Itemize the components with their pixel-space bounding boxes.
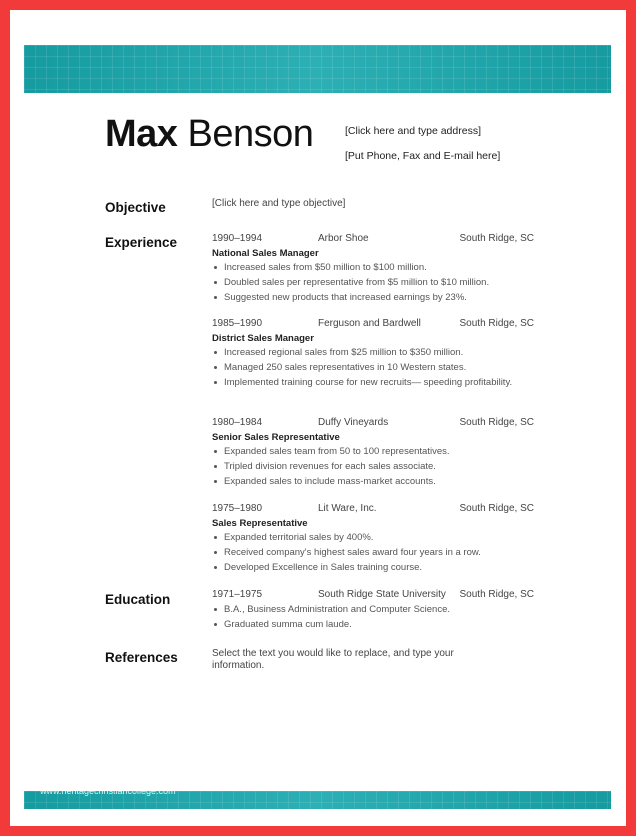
first-name: Max xyxy=(105,113,178,155)
job-bullet: Implemented training course for new recruits— speeding profitability. xyxy=(212,377,534,389)
job-entry xyxy=(212,417,534,491)
education-bullet: B.A., Business Administration and Computer Science. xyxy=(212,604,534,616)
job-bullet: Increased sales from $50 million to $100 million. xyxy=(212,262,534,274)
job-bullets xyxy=(212,262,534,304)
education-location: South Ridge, SC xyxy=(459,589,534,600)
job-position: Sales Representative xyxy=(212,518,308,529)
job-bullets xyxy=(212,347,534,389)
job-entry xyxy=(212,503,534,577)
job-dates: 1985–1990 xyxy=(212,318,263,329)
job-location: South Ridge, SC xyxy=(459,417,534,428)
job-bullet: Developed Excellence in Sales training course. xyxy=(212,562,534,574)
job-location: South Ridge, SC xyxy=(459,318,534,329)
job-company: Lit Ware, Inc. xyxy=(318,503,377,514)
job-position: Senior Sales Representative xyxy=(212,432,340,443)
job-bullet: Tripled division revenues for each sales associate. xyxy=(212,461,534,473)
job-company: Arbor Shoe xyxy=(318,233,369,244)
job-bullet: Managed 250 sales representatives in 10 Western states. xyxy=(212,362,534,374)
references-placeholder[interactable]: Select the text you would like to replace, and type your information. xyxy=(212,648,454,671)
job-location: South Ridge, SC xyxy=(459,233,534,244)
objective-heading: Objective xyxy=(105,200,166,215)
job-company: Duffy Vineyards xyxy=(318,417,389,428)
address-placeholder[interactable]: [Click here and type address] xyxy=(345,125,481,137)
job-position: District Sales Manager xyxy=(212,333,314,344)
header-pattern-band xyxy=(24,45,611,93)
objective-placeholder[interactable]: [Click here and type objective] xyxy=(212,198,346,209)
job-bullets xyxy=(212,532,534,574)
education-entry xyxy=(212,589,534,634)
education-heading: Education xyxy=(105,592,171,607)
job-bullet: Expanded territorial sales by 400%. xyxy=(212,532,534,544)
job-bullet: Doubled sales per representative from $5 million to $10 million. xyxy=(212,277,534,289)
candidate-name[interactable] xyxy=(105,113,313,156)
job-dates: 1975–1980 xyxy=(212,503,263,514)
source-watermark: www.heritagechristiancollege.com xyxy=(40,786,176,796)
job-bullets xyxy=(212,446,534,488)
education-school: South Ridge State University xyxy=(318,589,446,600)
education-bullets xyxy=(212,604,534,631)
job-company: Ferguson and Bardwell xyxy=(318,318,421,329)
job-bullet: Increased regional sales from $25 million to $350 million. xyxy=(212,347,534,359)
education-dates: 1971–1975 xyxy=(212,589,263,600)
job-location: South Ridge, SC xyxy=(459,503,534,514)
job-bullet: Received company's highest sales award four years in a row. xyxy=(212,547,534,559)
job-bullet: Suggested new products that increased earnings by 23%. xyxy=(212,292,534,304)
job-position: National Sales Manager xyxy=(212,248,319,259)
job-entry xyxy=(212,233,534,307)
references-heading: References xyxy=(105,650,178,665)
job-entry xyxy=(212,318,534,392)
resume-page xyxy=(10,10,626,826)
experience-heading: Experience xyxy=(105,235,178,250)
job-dates: 1990–1994 xyxy=(212,233,263,244)
job-bullet: Expanded sales team from 50 to 100 representatives. xyxy=(212,446,534,458)
last-name: Benson xyxy=(187,113,314,155)
phone-placeholder[interactable]: [Put Phone, Fax and E-mail here] xyxy=(345,150,501,162)
job-bullet: Expanded sales to include mass-market accounts. xyxy=(212,476,534,488)
education-bullet: Graduated summa cum laude. xyxy=(212,619,534,631)
job-dates: 1980–1984 xyxy=(212,417,263,428)
